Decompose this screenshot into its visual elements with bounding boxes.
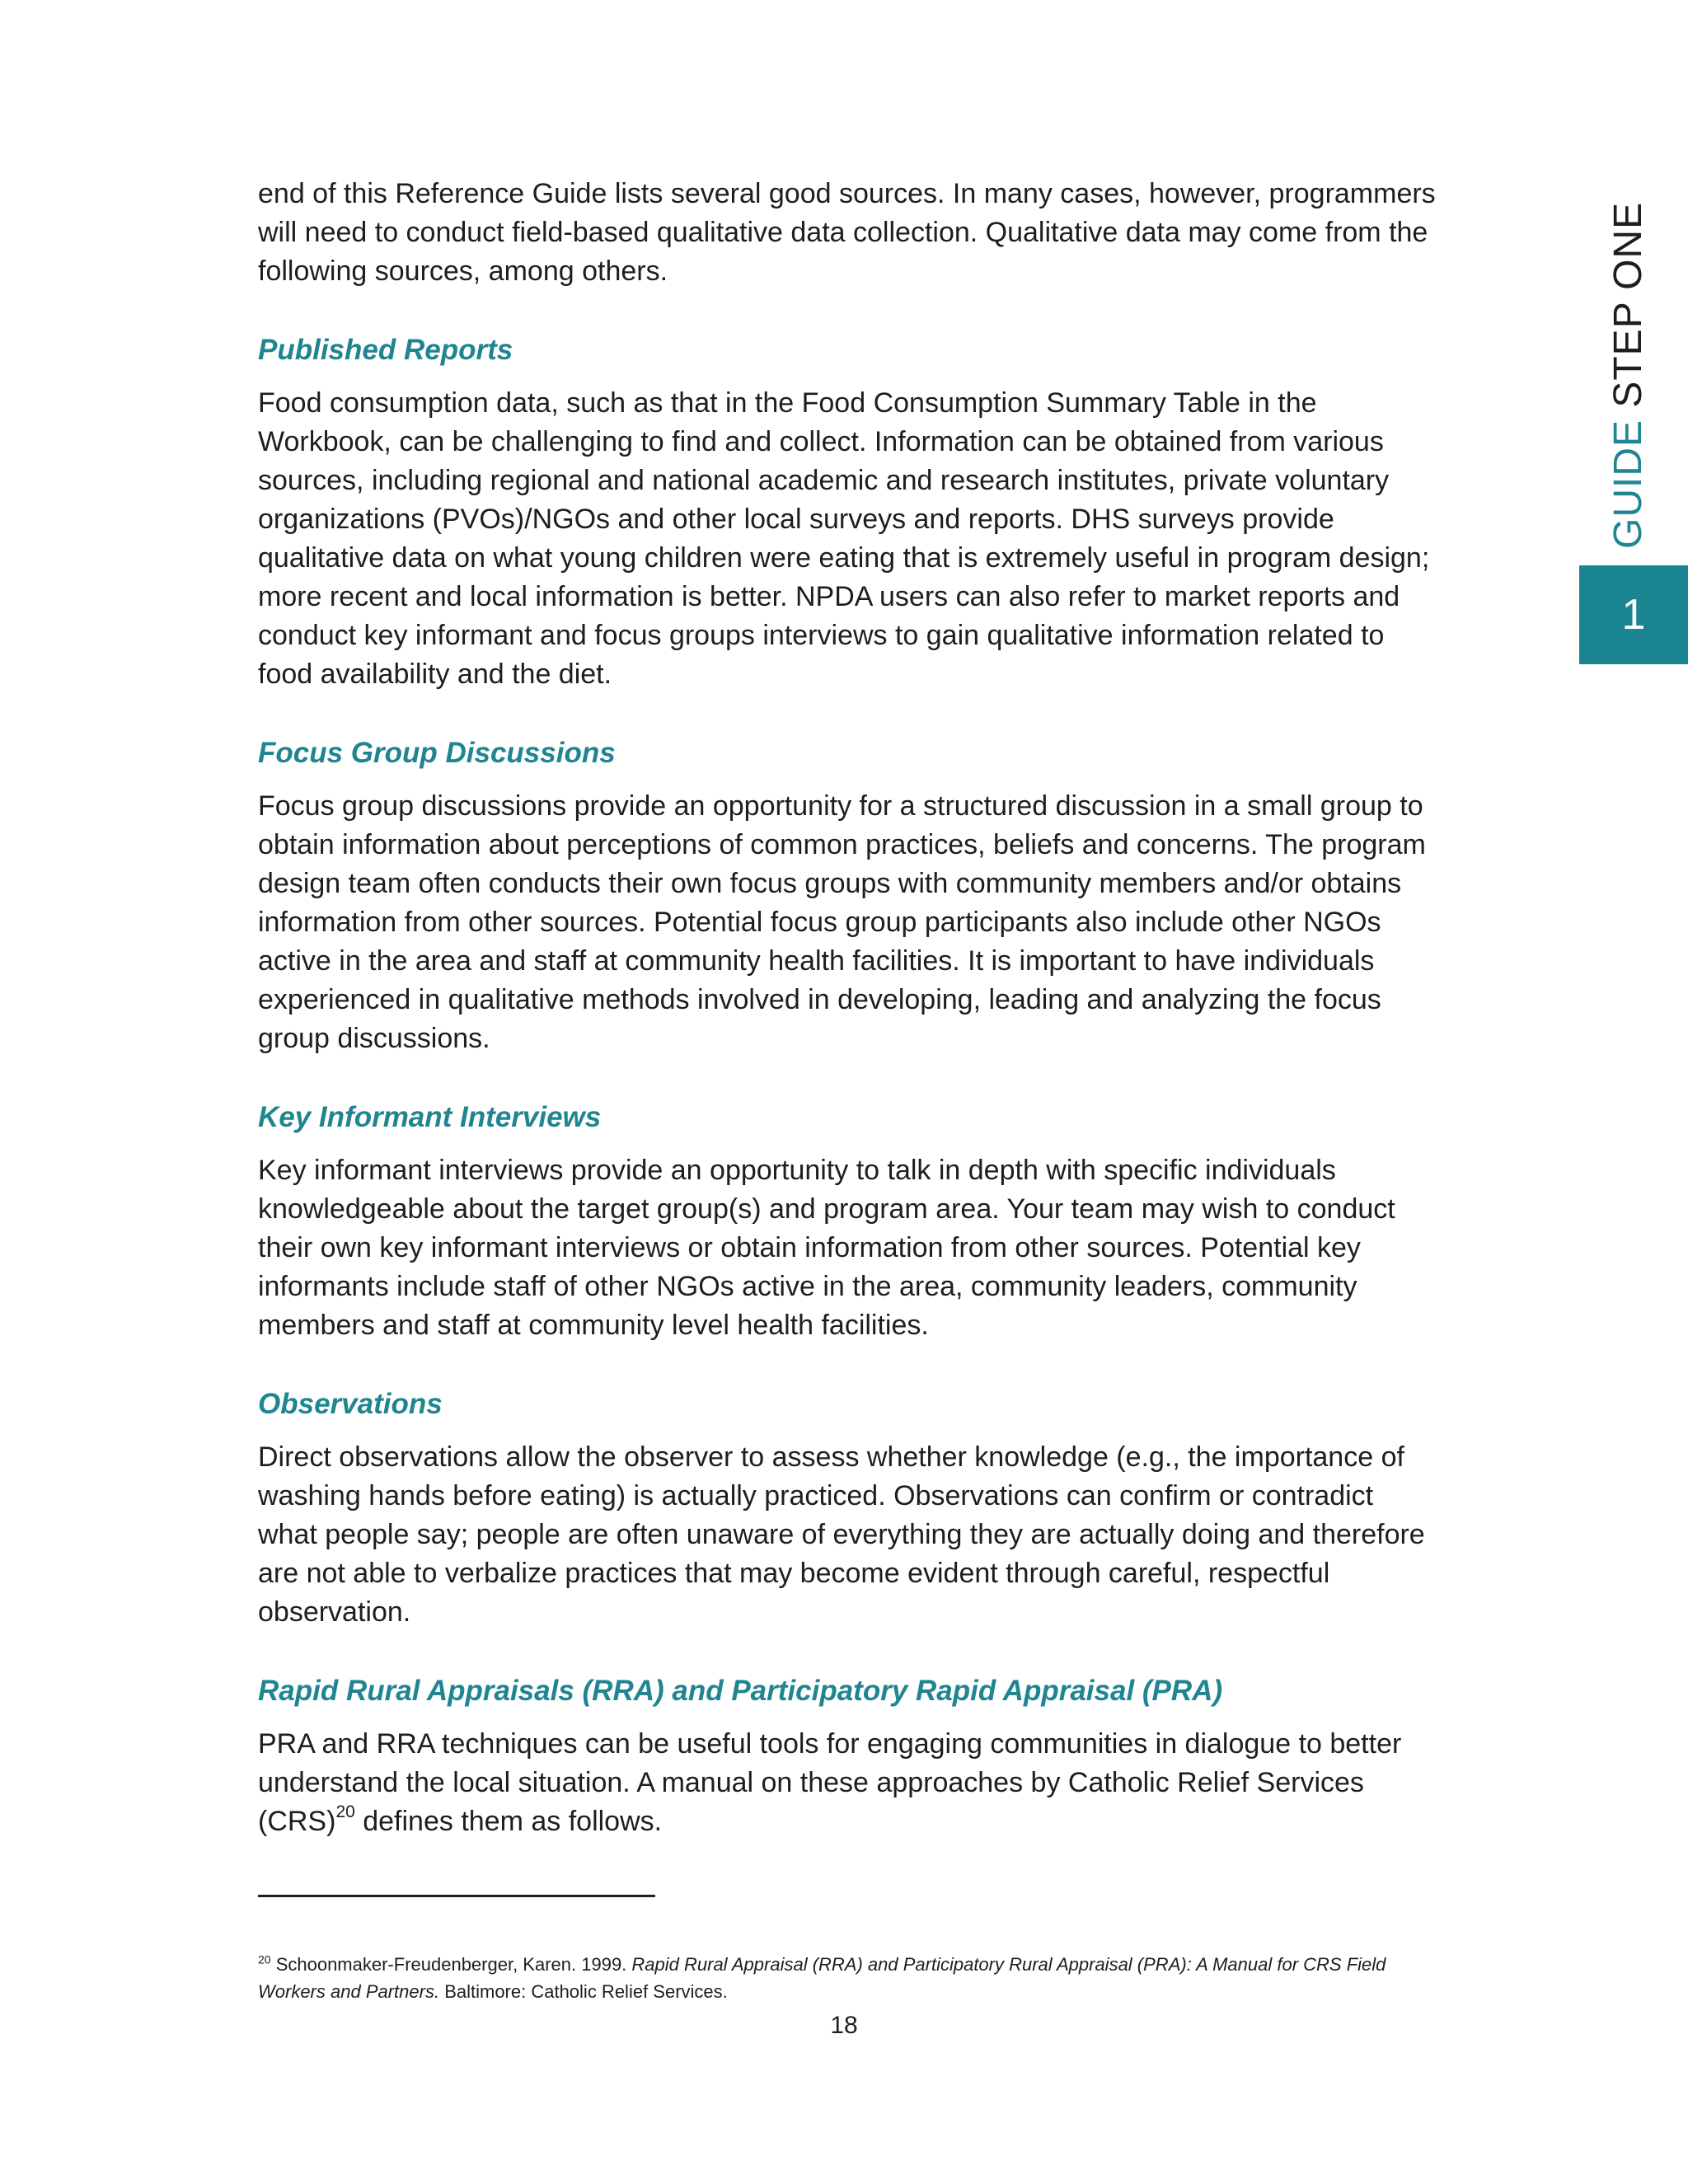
footnote-reference[interactable]: 20 <box>335 1802 355 1821</box>
step-number-tab: 1 <box>1579 565 1688 664</box>
heading-observations: Observations <box>258 1388 443 1420</box>
heading-focus-group-discussions: Focus Group Discussions <box>258 737 616 769</box>
paragraph-focus-group-discussions: Focus group discussions provide an opportunity for a structured discussion in a small group to obtain information about perceptions of common practices, beliefs and concerns. The program design team often conducts their own focus groups with community members and/or obtains information from other sources. Potential focus group participants also include other NGOs active in the area and staff at community health facilities. It is important to have individuals experienced in qualitative methods involved in developing, leading and analyzing the focus group discussions. <box>258 790 1426 1054</box>
side-label-step: STEP ONE <box>1606 201 1650 419</box>
paragraph-rra-pra <box>258 1725 1437 1841</box>
paragraph-observations: Direct observations allow the observer to assess whether knowledge (e.g., the importance of washing hands before eating) is actually practiced. Observations can confirm or contradict what people say; people are often unaware of everything they are actually doing and therefore are not able to verbalize practices that may become evident through careful, respectful observation. <box>258 1441 1425 1628</box>
heading-published-reports: Published Reports <box>258 334 513 366</box>
footnote-number: 20 <box>258 1952 271 1966</box>
footnote-publisher: Baltimore: Catholic Relief Services. <box>439 1981 728 2002</box>
main-content <box>258 175 1437 1841</box>
heading-rra-pra: Rapid Rural Appraisals (RRA) and Participatory Rapid Appraisal (PRA) <box>258 1675 1223 1707</box>
paragraph-rra-pra-text-end: defines them as follows. <box>354 1806 663 1837</box>
intro-paragraph: end of this Reference Guide lists several good sources. In many cases, however, programmers will need to conduct field-based qualitative data collection. Qualitative data may come from the following sources, among others. <box>258 178 1436 287</box>
footnote-title: Rapid Rural Appraisal (RRA) and Participatory Rural Appraisal (PRA): A Manual for CRS Field Workers and Partners. <box>258 1954 1386 2002</box>
footnote-divider <box>258 1895 655 1897</box>
footnote <box>258 1951 1437 2005</box>
heading-key-informant-interviews: Key Informant Interviews <box>258 1101 602 1133</box>
paragraph-rra-pra-text: PRA and RRA techniques can be useful tools for engaging communities in dialogue to better understand the local situation. A manual on these approaches by Catholic Relief Services (CRS) <box>258 1728 1402 1837</box>
paragraph-published-reports: Food consumption data, such as that in the Food Consumption Summary Table in the Workbook, can be challenging to find and collect. Information can be obtained from various sources, including regional and national academic and research institutes, private voluntary organizations (PVOs)/NGOs and other local surveys and reports. DHS surveys provide qualitative data on what young children were eating that is extremely useful in program design; more recent and local information is better. NPDA users can also refer to market reports and conduct key informant and focus groups interviews to gain qualitative information related to food availability and the diet. <box>258 387 1430 690</box>
side-label-guide: GUIDE <box>1606 419 1650 549</box>
page-number: 18 <box>830 2012 858 2039</box>
footnote-author: Schoonmaker-Freudenberger, Karen. 1999. <box>270 1954 632 1975</box>
paragraph-key-informant-interviews: Key informant interviews provide an opportunity to talk in depth with specific individuals knowledgeable about the target group(s) and program area. Your team may wish to conduct their own key informant interviews or obtain information from other sources. Potential key informants include staff of other NGOs active in the area, community leaders, community members and staff at community level health facilities. <box>258 1155 1395 1341</box>
